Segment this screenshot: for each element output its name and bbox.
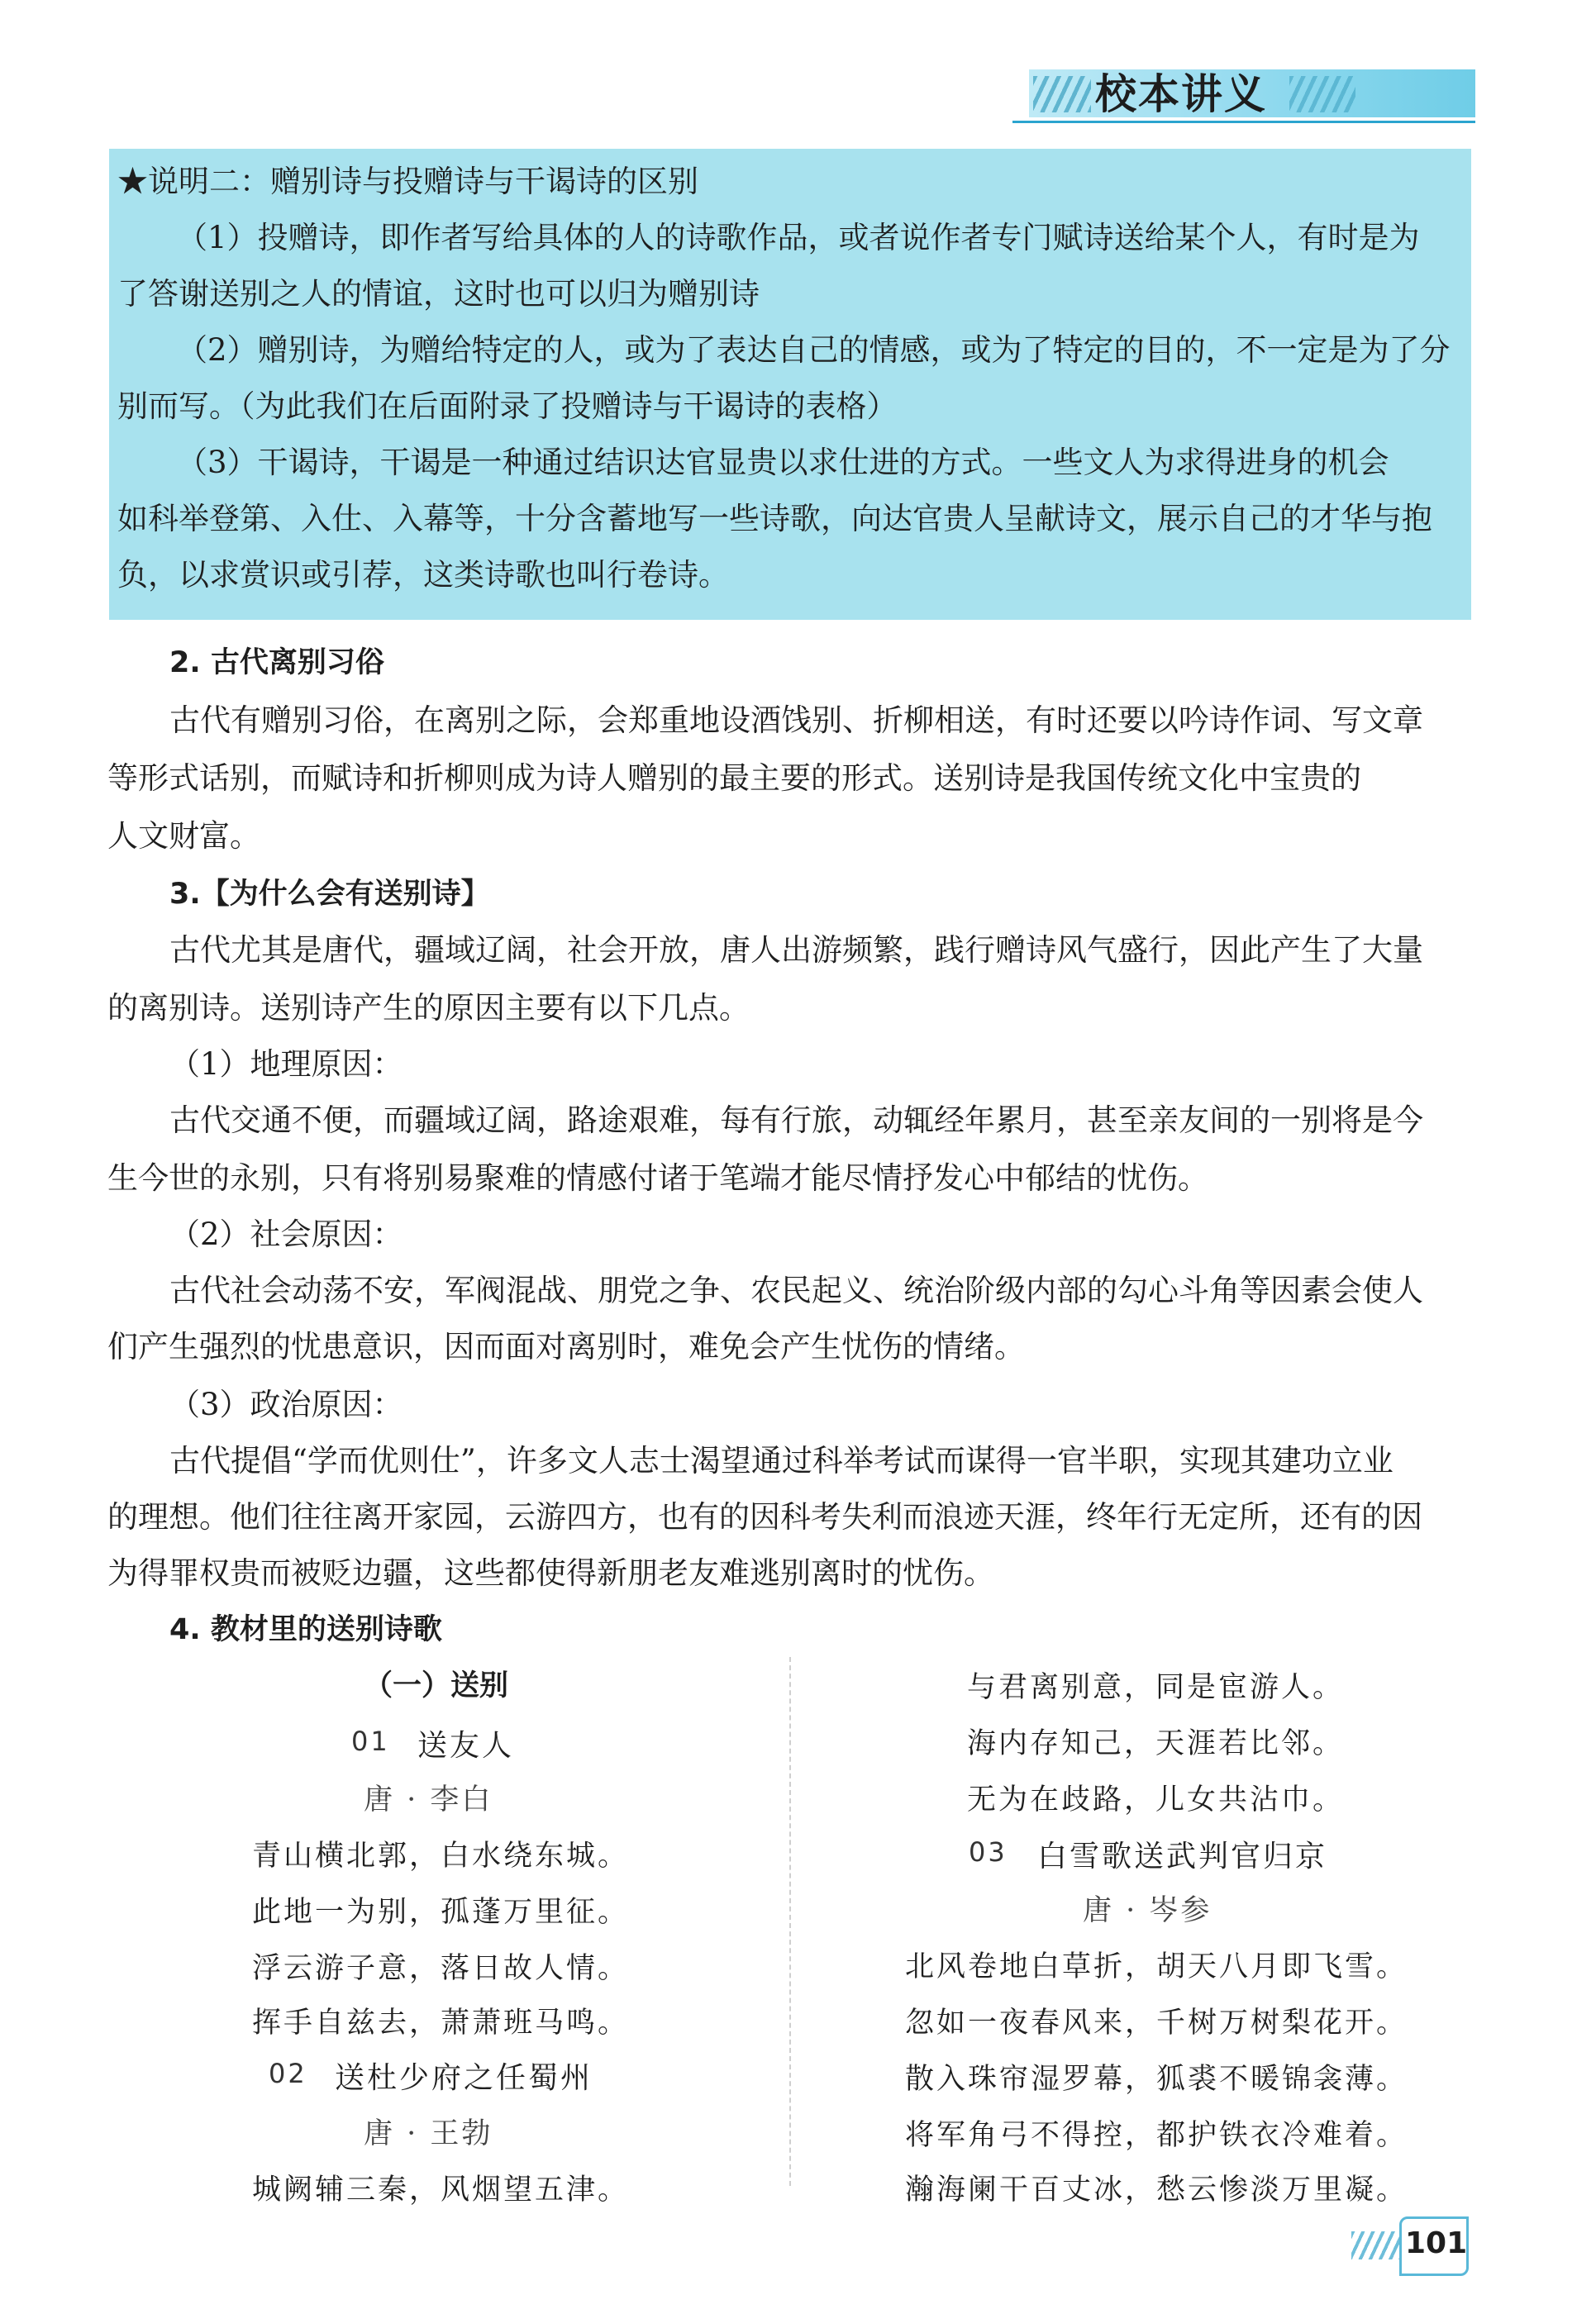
poem2-line4: 无为在歧路，儿女共沾巾。: [967, 1783, 1345, 1816]
reason1-line1: 古代交通不便，而疆域辽阔，路途艰难，每有行旅，动辄经年累月，甚至亲友间的一别将是今: [169, 1102, 1423, 1138]
poem-group-title: （一）送别: [364, 1669, 509, 1702]
column-divider: [789, 1657, 791, 2186]
poem1-title: 送友人: [417, 1729, 515, 1763]
note-p3-line2: 如科举登第、入仕、入幕等，十分含蓄地写一些诗歌，向达官贵人呈献诗文，展示自己的才华与抱: [117, 501, 1432, 536]
reason3-line2: 的理想。他们往往离开家园，云游四方，也有的因科考失利而浪迹天涯，终年行无定所，还有的因: [107, 1499, 1422, 1535]
note-p2-line2: 别而写。（为此我们在后面附录了投赠诗与干谒诗的表格）: [117, 388, 898, 424]
section2-line1: 古代有赠别习俗，在离别之际，会郑重地设酒饯别、折柳相送，有时还要以吟诗作词、写文章: [169, 702, 1423, 738]
poem3-number: 03: [969, 1836, 1008, 1868]
note-p1-line1: （1）投赠诗，即作者写给具体的人的诗歌作品，或者说作者专门赋诗送给某个人，有时是为: [177, 220, 1420, 255]
note-p1-line2: 了答谢送别之人的情谊，这时也可以归为赠别诗: [117, 276, 760, 312]
poem1-number: 01: [351, 1726, 390, 1757]
poem3-line3: 散入珠帘湿罗幕，狐裘不暖锦衾薄。: [905, 2063, 1408, 2096]
poem2-title: 送杜少府之任蜀州: [335, 2061, 593, 2095]
note-p3-line1: （3）干谒诗，干谒是一种通过结识达官显贵以求仕进的方式。一些文人为求得进身的机会: [177, 445, 1389, 480]
poem3-line1: 北风卷地白草折，胡天八月即飞雪。: [905, 1950, 1408, 1983]
reason1-line2: 生今世的永别，只有将别易聚难的情感付诸于笔端才能尽情抒发心中郁结的忧伤。: [107, 1160, 1208, 1196]
poem2-line2: 与君离别意，同是宦游人。: [967, 1671, 1345, 1704]
note-p2-line1: （2）赠别诗，为赠给特定的人，或为了表达自己的情感，或为了特定的目的，不一定是为了分: [177, 332, 1451, 368]
note-title: ★说明二：赠别诗与投赠诗与干谒诗的区别: [117, 164, 698, 199]
poem3-line5: 瀚海阑干百丈冰，愁云惨淡万里凝。: [905, 2174, 1408, 2207]
section3-line1: 古代尤其是唐代，疆域辽阔，社会开放，唐人出游频繁，践行赠诗风气盛行，因此产生了大量: [169, 932, 1423, 968]
poem3-author: 唐 · 岑参: [1083, 1894, 1212, 1927]
reason1-label: （1）地理原因：: [169, 1046, 403, 1082]
reason3-line3: 为得罪权贵而被贬边疆，这些都使得新朋老友难逃别离时的忧伤。: [107, 1555, 994, 1591]
reason2-line2: 们产生强烈的忧患意识，因而面对离别时，难免会产生忧伤的情绪。: [107, 1329, 1025, 1364]
poem1-author: 唐 · 李白: [364, 1783, 493, 1816]
page-number-stripes: [1351, 2231, 1401, 2259]
section3-line2: 的离别诗。送别诗产生的原因主要有以下几点。: [107, 990, 750, 1026]
note-p3-line3: 负，以求赏识或引荐，这类诗歌也叫行卷诗。: [117, 557, 729, 593]
header-stripes-left: [1033, 76, 1091, 112]
section3-heading: 3.【为什么会有送别诗】: [169, 878, 490, 911]
poem1-line2: 此地一为别，孤蓬万里征。: [252, 1896, 630, 1929]
page-number: 101: [1405, 2226, 1468, 2260]
section2-heading: 2. 古代离别习俗: [169, 646, 384, 679]
poem2-line1: 城阙辅三秦，风烟望五津。: [252, 2174, 630, 2207]
reason3-line1: 古代提倡“学而优则仕”，许多文人志士渴望通过科举考试而谋得一官半职，实现其建功立业: [169, 1443, 1394, 1478]
reason3-label: （3）政治原因：: [169, 1387, 403, 1422]
reason2-label: （2）社会原因：: [169, 1217, 403, 1252]
poem2-line3: 海内存知己，天涯若比邻。: [967, 1727, 1345, 1760]
section2-line3: 人文财富。: [107, 818, 260, 854]
reason2-line1: 古代社会动荡不安，军阀混战、朋党之争、农民起义、统治阶级内部的勾心斗角等因素会使人: [169, 1273, 1423, 1308]
poem1-line4: 挥手自兹去，萧萧班马鸣。: [252, 2007, 630, 2040]
poem2-author: 唐 · 王勃: [364, 2117, 493, 2150]
poem2-number: 02: [269, 2058, 307, 2089]
poem3-title: 白雪歌送武判官归京: [1037, 1840, 1328, 1874]
header-rule: [1012, 121, 1475, 123]
section2-line2: 等形式话别，而赋诗和折柳则成为诗人赠别的最主要的形式。送别诗是我国传统文化中宝贵的: [107, 760, 1361, 796]
section4-heading: 4. 教材里的送别诗歌: [169, 1613, 442, 1646]
header-stripes-right: [1289, 76, 1355, 112]
poem3-line2: 忽如一夜春风来，千树万树梨花开。: [905, 2007, 1408, 2040]
header-title: 校本讲义: [1095, 70, 1267, 118]
note-box: [109, 149, 1471, 620]
poem1-line1: 青山横北郭，白水绕东城。: [252, 1840, 630, 1873]
poem1-line3: 浮云游子意，落日故人情。: [252, 1952, 630, 1985]
poem3-line4: 将军角弓不得控，都护铁衣冷难着。: [905, 2119, 1408, 2152]
